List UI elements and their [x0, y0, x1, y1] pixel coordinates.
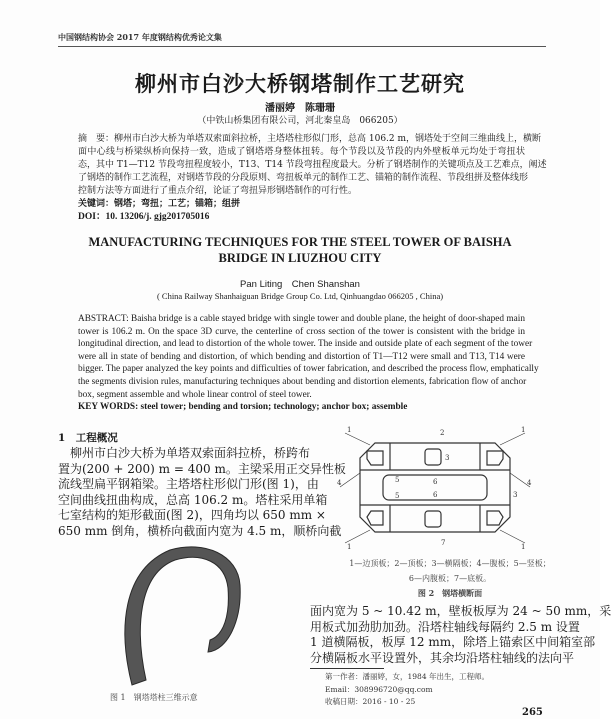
figure-2-legend-line1: 1—边顶板；2—顶板；3—横隔板；4—腹板；5—竖板；	[349, 559, 551, 568]
abstract-en-line: tower is 106.2 m. On the space 3D curve, the centerline of cross section of the tower is consistent with the bridge in	[78, 326, 525, 337]
label-4: 4	[527, 479, 532, 487]
doi: DOI：10. 13206/j. gjg201705016	[78, 212, 210, 222]
abstract-en-line: bigger. The paper analyzed the key points and difficulties of tower fabrication, and described the process flow, emphatically	[78, 364, 539, 375]
abstract-line: 面中心线与桥梁纵桥向保持一致，造成了钢塔塔身整体扭转。每个节段以及节段的内外壁板单元均处于弯扭状	[78, 147, 525, 157]
figure-1-tower-3d	[110, 540, 260, 688]
running-header: 中国钢结构协会 2017 年度钢结构优秀论文集	[58, 32, 222, 42]
authors: 潘丽婷 陈珊珊	[265, 103, 335, 114]
abstract-en-line: longitudinal direction, and lead to distortion of the whole tower. The inside and outside plate of each segment of the tower	[78, 339, 533, 350]
footnote-received-date: 收稿日期：2016 - 10 - 25	[325, 697, 416, 706]
label-2: 2	[440, 429, 445, 437]
figure-1-caption: 图 1 钢塔塔柱三维示意	[110, 693, 198, 702]
label-1: 1	[347, 543, 352, 551]
section-heading: 1 工程概况	[58, 432, 118, 444]
affiliation-en: ( China Railway Shanhaiguan Bridge Group Co. Ltd, Qinhuangdao 066205 , China)	[156, 291, 444, 301]
abstract-en-line: box, segment assemble and whole linear control of steel tower.	[78, 389, 312, 400]
text-line: 分横隔板水平设置外，其余均沿塔柱轴线的法向平	[310, 650, 575, 665]
label-7: 7	[441, 539, 446, 547]
abstract-en	[78, 313, 539, 414]
abstract-en-line: the segments division rules, manufacturing techniques about bending and distortion elements, fabrication flow of anchor	[78, 376, 527, 387]
page-number: 265	[522, 707, 543, 718]
label-5: 5	[395, 492, 400, 500]
label-6: 6	[433, 491, 438, 499]
text-line: 置为(200 + 200) m = 400 m。主梁采用正交异性板	[58, 461, 346, 476]
text-line: 空间曲线扭曲构成，总高 106.2 m。塔柱采用单箱	[58, 492, 328, 507]
label-1: 1	[521, 426, 526, 434]
paper-title: 柳州市白沙大桥钢塔制作工艺研究	[135, 71, 465, 96]
abstract-line: 摘 要：柳州市白沙大桥为单塔双索面斜拉桥，主塔塔柱形似门形，总高 106.2 m，钢塔处于空间三维曲线上，横断	[78, 134, 542, 144]
figure-2-cross-section	[335, 425, 535, 550]
text-line: 流线型扁平钢箱梁。主塔塔柱形似门形(图 1)，由	[58, 477, 319, 492]
text-line: 1 道横隔板，板厚 12 mm，除塔上锚索区中间箱室部	[310, 635, 596, 650]
text-line: 柳州市白沙大桥为单塔双索面斜拉桥，桥跨布	[58, 446, 311, 460]
label-5: 5	[395, 476, 400, 484]
label-3: 3	[445, 454, 450, 462]
affiliation: （中铁山桥集团有限公司，河北秦皇岛 066205）	[197, 116, 403, 126]
footnote-rule	[310, 668, 384, 669]
footnote	[325, 671, 489, 709]
abstract-line: 态，其中 T1—T12 节段弯扭程度较小，T13、T14 节段弯扭程度最大。分析了钢塔制作的关键项点及工艺难点，阐述	[78, 160, 547, 170]
keywords-en: KEY WORDS: steel tower; bending and torsion; technology; anchor box; assemble	[78, 402, 408, 413]
label-6: 6	[433, 478, 438, 486]
abstract-line: 控制方法等方面进行了重点介绍，论证了弯扭异形钢塔制作的可行性。	[78, 186, 358, 196]
footnote-email: Email：308996720@qq.com	[325, 684, 433, 694]
title-en-line1: MANUFACTURING TECHNIQUES FOR THE STEEL TOWER OF BAISHA	[88, 235, 512, 249]
abstract-line: 了钢塔的制作工艺流程，对钢塔节段的分段原则、弯扭板单元的制作工艺、锚箱的制作流程、节段组拼及整体线形	[78, 173, 529, 183]
figure-2-legend-line2: 6—内腹板；7—底板。	[408, 574, 492, 583]
figure-2-caption: 图 2 钢塔横断面	[417, 588, 483, 598]
authors-en: Pan Liting Chen Shanshan	[240, 279, 360, 290]
label-1: 1	[347, 426, 352, 434]
text-line: 用板式加劲肋加劲。沿塔柱轴线每隔约 2.5 m 设置	[310, 619, 580, 634]
abstract-en-line: ABSTRACT: Baisha bridge is a cable stayed bridge with single tower and double plane, the height of door-shaped main	[78, 314, 525, 324]
text-line: 650 mm 倒角，横桥向截面内宽为 4.5 m，顺桥向截	[58, 523, 342, 538]
label-3: 3	[513, 491, 518, 499]
text-line: 七室结构的矩形截面(图 2)，四角均以 650 mm ×	[58, 508, 326, 523]
abstract-en-line: were all in state of bending and distortion, of which bending and distortion of T1—T12 were small and T13, T14 were	[78, 351, 525, 362]
title-en-line2: BRIDGE IN LIUZHOU CITY	[218, 251, 382, 265]
text-line: 面内宽为 5 ~ 10.42 m，壁板板厚为 24 ~ 50 mm，采	[310, 604, 611, 618]
right-column-text	[310, 604, 611, 666]
abstract-zh	[78, 133, 547, 224]
label-4: 4	[337, 479, 342, 487]
footnote-author: 第一作者：潘丽婷，女，1984 年出生，工程师。	[325, 672, 489, 681]
label-1: 1	[521, 543, 526, 551]
left-column-text	[58, 446, 346, 540]
header-rule	[58, 46, 546, 47]
keywords-zh: 关键词：钢塔；弯扭；工艺；锚箱；组拼	[78, 199, 241, 209]
